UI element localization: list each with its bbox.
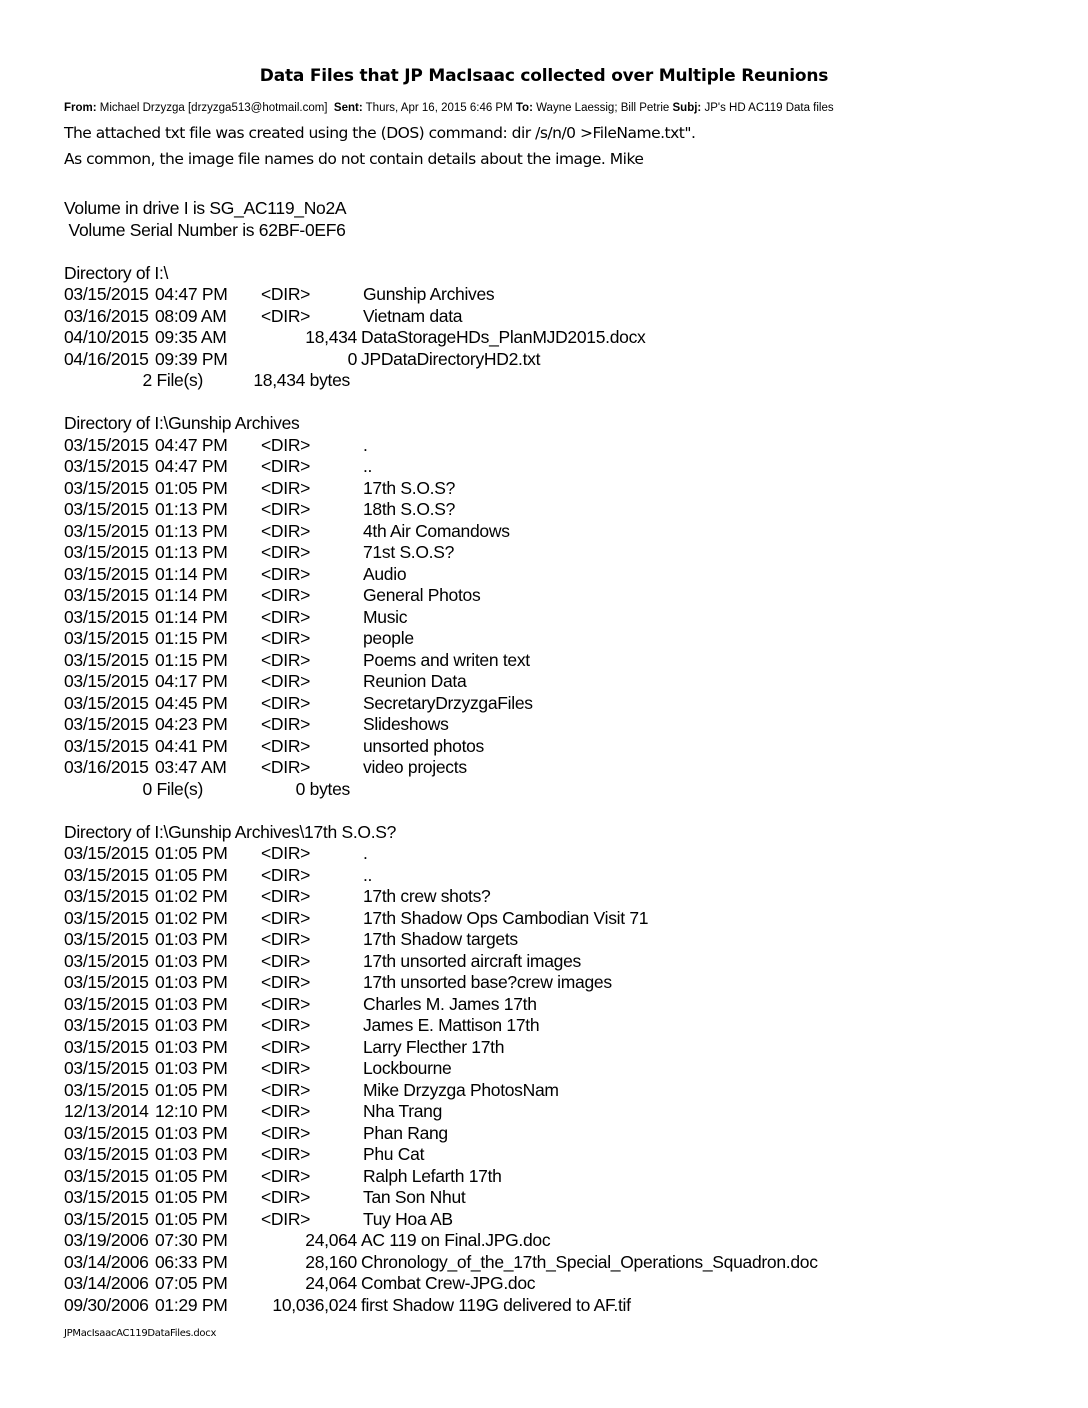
entry-date: 03/19/2006 — [64, 1230, 149, 1250]
entry-name: Charles M. James 17th — [363, 993, 537, 1014]
email-header — [64, 102, 1044, 114]
volume-line-1 — [64, 198, 396, 220]
entry-name: 17th unsorted base?crew images — [363, 972, 612, 992]
entry-date: 03/15/2015 — [64, 1144, 149, 1164]
blank-line — [64, 241, 396, 263]
volume-line-2 — [64, 220, 396, 242]
entry-date: 03/16/2015 — [64, 757, 149, 777]
directory-row — [64, 649, 530, 672]
entry-date: 03/15/2015 — [64, 886, 149, 906]
file-size: 28,160 — [305, 1251, 357, 1272]
directory-row — [64, 1079, 559, 1102]
entry-date: 03/15/2015 — [64, 1165, 149, 1186]
entry-time: 08:09 AM — [155, 305, 227, 326]
dir-tag: <DIR> — [261, 542, 311, 562]
intro-line-1: The attached txt file was created using the (DOS) command: dir /s/n/0 >FileName.txt". — [64, 124, 696, 142]
dir-tag: <DIR> — [261, 1208, 311, 1229]
entry-date: 03/15/2015 — [64, 692, 149, 713]
directory-row — [64, 585, 481, 607]
entry-date: 03/15/2015 — [64, 843, 149, 863]
dir-tag: <DIR> — [261, 929, 311, 949]
entry-name: .. — [363, 864, 373, 885]
to-value: Wayne Laessig; Bill Petrie — [536, 102, 670, 114]
subj-label: Subj: — [672, 102, 702, 114]
entry-date: 03/15/2015 — [64, 993, 149, 1014]
entry-name: JPDataDirectoryHD2.txt — [361, 348, 541, 369]
dir-tag: <DIR> — [261, 628, 311, 648]
entry-date: 03/15/2015 — [64, 1036, 149, 1057]
entry-time: 01:03 PM — [155, 972, 228, 992]
entry-time: 01:14 PM — [155, 606, 228, 627]
entry-time: 01:02 PM — [155, 907, 228, 928]
directory-row — [64, 865, 396, 887]
directory-row — [64, 305, 463, 328]
entry-time: 09:39 PM — [155, 348, 228, 369]
entry-date: 03/15/2015 — [64, 671, 149, 691]
entry-time: 04:47 PM — [155, 456, 228, 476]
directory-row — [64, 1058, 452, 1080]
entry-name: first Shadow 119G delivered to AF.tif — [361, 1294, 631, 1315]
directory-row — [64, 757, 467, 779]
entry-time: 12:10 PM — [155, 1101, 228, 1121]
entry-time: 01:02 PM — [155, 886, 228, 906]
dir-tag: <DIR> — [261, 1058, 311, 1078]
dir-tag: <DIR> — [261, 1036, 311, 1057]
entry-name: Gunship Archives — [363, 284, 495, 304]
directory-row — [64, 456, 396, 478]
blank-line — [64, 800, 396, 822]
directory-row — [64, 477, 456, 500]
entry-date: 03/15/2015 — [64, 499, 149, 519]
entry-time: 01:15 PM — [155, 628, 228, 648]
entry-date: 03/15/2015 — [64, 649, 149, 670]
dir-tag: <DIR> — [261, 1079, 311, 1100]
entry-date: 03/15/2015 — [64, 563, 149, 584]
entry-name: 17th Shadow targets — [363, 929, 518, 949]
entry-time: 01:03 PM — [155, 1144, 228, 1164]
directory-row — [64, 714, 449, 736]
directory-summary — [64, 779, 396, 801]
dir-tag: <DIR> — [261, 456, 311, 476]
dir-tag: <DIR> — [261, 520, 311, 541]
entry-name: Audio — [363, 563, 407, 584]
entry-date: 03/15/2015 — [64, 434, 149, 455]
entry-name: Phu Cat — [363, 1144, 425, 1164]
byte-total: 0 bytes — [295, 778, 350, 799]
entry-name: Larry Flecther 17th — [363, 1036, 505, 1057]
entry-name: . — [363, 843, 368, 863]
entry-time: 01:13 PM — [155, 499, 228, 519]
entry-time: 01:14 PM — [155, 563, 228, 584]
entry-date: 03/15/2015 — [64, 735, 149, 756]
entry-name: 17th Shadow Ops Cambodian Visit 71 — [363, 907, 649, 928]
entry-name: 17th crew shots? — [363, 886, 491, 906]
entry-time: 01:14 PM — [155, 585, 228, 605]
entry-name: Vietnam data — [363, 305, 463, 326]
file-size: 24,064 — [305, 1273, 357, 1293]
file-row — [64, 1294, 631, 1317]
entry-name: Lockbourne — [363, 1058, 452, 1078]
dir-tag: <DIR> — [261, 585, 311, 605]
dir-tag: <DIR> — [261, 950, 311, 971]
dir-tag: <DIR> — [261, 757, 311, 777]
entry-time: 01:05 PM — [155, 864, 228, 885]
entry-time: 03:47 AM — [155, 757, 227, 777]
entry-name: Reunion Data — [363, 671, 467, 691]
entry-date: 03/15/2015 — [64, 628, 149, 648]
entry-date: 03/15/2015 — [64, 585, 149, 605]
entry-time: 01:03 PM — [155, 950, 228, 971]
dir-tag: <DIR> — [261, 864, 311, 885]
file-size: 10,036,024 — [272, 1294, 357, 1315]
entry-time: 01:03 PM — [155, 1122, 228, 1143]
entry-time: 01:05 PM — [155, 843, 228, 863]
file-size: 18,434 — [305, 327, 357, 347]
entry-time: 01:13 PM — [155, 542, 228, 562]
entry-date: 03/16/2015 — [64, 305, 149, 326]
entry-name: video projects — [363, 757, 467, 777]
file-size: 24,064 — [305, 1230, 357, 1250]
entry-name: 17th unsorted aircraft images — [363, 950, 581, 971]
entry-date: 03/15/2015 — [64, 542, 149, 562]
dir-tag: <DIR> — [261, 972, 311, 992]
entry-date: 03/15/2015 — [64, 714, 149, 734]
directory-row — [64, 735, 485, 758]
entry-name: Slideshows — [363, 714, 449, 734]
file-row — [64, 348, 541, 371]
entry-name: Mike Drzyzga PhotosNam — [363, 1079, 559, 1100]
entry-date: 03/15/2015 — [64, 1015, 149, 1035]
entry-name: James E. Mattison 17th — [363, 1015, 540, 1035]
dir-tag: <DIR> — [261, 1187, 311, 1207]
entry-name: .. — [363, 456, 373, 476]
entry-time: 04:47 PM — [155, 434, 228, 455]
directory-row — [64, 993, 537, 1016]
footer-filename: JPMacIsaacAC119DataFiles.docx — [64, 1328, 217, 1339]
directory-row — [64, 1122, 448, 1145]
entry-name: 18th S.O.S? — [363, 499, 456, 519]
entry-date: 03/15/2015 — [64, 606, 149, 627]
directory-row — [64, 1208, 453, 1231]
entry-date: 03/15/2015 — [64, 1187, 149, 1207]
directory-row — [64, 499, 456, 521]
entry-name: 4th Air Comandows — [363, 520, 510, 541]
entry-name: Ralph Lefarth 17th — [363, 1165, 502, 1186]
directory-row — [64, 1187, 466, 1209]
from-value: Michael Drzyzga [drzyzga513@hotmail.com] — [99, 102, 328, 114]
dir-tag: <DIR> — [261, 671, 311, 691]
directory-header: Directory of I:\ — [64, 262, 169, 283]
entry-name: Poems and writen text — [363, 649, 530, 670]
entry-time: 01:05 PM — [155, 1208, 228, 1229]
sent-label: Sent: — [333, 102, 363, 114]
dir-tag: <DIR> — [261, 477, 311, 498]
directory-row — [64, 692, 533, 715]
entry-date: 03/15/2015 — [64, 1122, 149, 1143]
directory-row — [64, 671, 467, 693]
entry-name: unsorted photos — [363, 735, 485, 756]
entry-date: 03/15/2015 — [64, 456, 149, 476]
entry-time: 09:35 AM — [155, 327, 227, 347]
volume-label: Volume in drive I is SG_AC119_No2A — [64, 198, 347, 218]
volume-serial: Volume Serial Number is 62BF-0EF6 — [64, 219, 346, 240]
file-count: 2 File(s) — [142, 370, 203, 390]
entry-time: 04:41 PM — [155, 735, 228, 756]
document-title: Data Files that JP MacIsaac collected over Multiple Reunions — [259, 66, 829, 86]
file-count: 0 File(s) — [142, 778, 203, 799]
directory-row — [64, 1036, 505, 1059]
entry-time: 01:03 PM — [155, 929, 228, 949]
entry-time: 01:05 PM — [155, 477, 228, 498]
directory-row — [64, 520, 510, 543]
entry-name: Combat Crew-JPG.doc — [361, 1273, 536, 1293]
directory-row — [64, 972, 612, 994]
entry-time: 01:03 PM — [155, 1058, 228, 1078]
entry-date: 03/15/2015 — [64, 1058, 149, 1078]
entry-date: 03/15/2015 — [64, 284, 149, 304]
file-row — [64, 1273, 536, 1295]
entry-name: Nha Trang — [363, 1101, 443, 1121]
entry-time: 06:33 PM — [155, 1251, 228, 1272]
directory-header: Directory of I:\Gunship Archives — [64, 413, 300, 433]
file-row — [64, 1251, 818, 1274]
dir-tag: <DIR> — [261, 1015, 311, 1035]
entry-time: 01:15 PM — [155, 649, 228, 670]
entry-time: 01:05 PM — [155, 1187, 228, 1207]
dir-tag: <DIR> — [261, 993, 311, 1014]
entry-date: 03/15/2015 — [64, 1208, 149, 1229]
directory-row — [64, 907, 649, 930]
file-row — [64, 327, 646, 349]
dir-tag: <DIR> — [261, 606, 311, 627]
entry-time: 01:13 PM — [155, 520, 228, 541]
entry-date: 03/15/2015 — [64, 520, 149, 541]
entry-name: Chronology_of_the_17th_Special_Operations_Squadron.doc — [361, 1251, 818, 1272]
entry-time: 04:47 PM — [155, 284, 228, 304]
file-row — [64, 1230, 551, 1252]
dir-tag: <DIR> — [261, 735, 311, 756]
entry-name: people — [363, 628, 414, 648]
dir-tag: <DIR> — [261, 434, 311, 455]
entry-time: 07:30 PM — [155, 1230, 228, 1250]
sent-value: Thurs, Apr 16, 2015 6:46 PM — [365, 102, 513, 114]
entry-time: 04:23 PM — [155, 714, 228, 734]
entry-time: 01:03 PM — [155, 993, 228, 1014]
directory-row — [64, 1144, 425, 1166]
entry-date: 12/13/2014 — [64, 1101, 149, 1121]
from-label: From: — [64, 102, 97, 114]
directory-row — [64, 606, 408, 629]
dir-tag: <DIR> — [261, 886, 311, 906]
entry-time: 01:03 PM — [155, 1036, 228, 1057]
sections-container — [64, 262, 818, 1317]
to-label: To: — [515, 102, 533, 114]
directory-row — [64, 950, 581, 973]
entry-name: AC 119 on Final.JPG.doc — [361, 1230, 551, 1250]
directory-header: Directory of I:\Gunship Archives\17th S.O.S? — [64, 821, 397, 842]
entry-time: 01:03 PM — [155, 1015, 228, 1035]
entry-name: Music — [363, 606, 408, 627]
directory-row — [64, 284, 495, 306]
dir-tag: <DIR> — [261, 1144, 311, 1164]
entry-date: 03/15/2015 — [64, 972, 149, 992]
entry-date: 03/14/2006 — [64, 1273, 149, 1293]
directory-row — [64, 1015, 540, 1037]
entry-date: 09/30/2006 — [64, 1294, 149, 1315]
dir-tag: <DIR> — [261, 563, 311, 584]
entry-name: General Photos — [363, 585, 481, 605]
entry-name: Phan Rang — [363, 1122, 448, 1143]
dir-tag: <DIR> — [261, 1122, 311, 1143]
entry-date: 03/15/2015 — [64, 477, 149, 498]
entry-time: 04:45 PM — [155, 692, 228, 713]
intro-line-2: As common, the image file names do not contain details about the image. Mike — [64, 150, 644, 168]
dir-tag: <DIR> — [261, 305, 311, 326]
directory-row — [64, 628, 414, 650]
entry-date: 04/16/2015 — [64, 348, 149, 369]
entry-name: . — [363, 434, 368, 455]
directory-row — [64, 886, 491, 908]
directory-row — [64, 542, 455, 564]
byte-total: 18,434 bytes — [253, 370, 350, 390]
dir-tag: <DIR> — [261, 1165, 311, 1186]
blank-line — [64, 392, 396, 414]
dir-tag: <DIR> — [261, 714, 311, 734]
directory-row — [64, 929, 518, 951]
entry-date: 03/15/2015 — [64, 1079, 149, 1100]
dir-tag: <DIR> — [261, 499, 311, 519]
directory-row — [64, 435, 396, 457]
dir-tag: <DIR> — [261, 843, 311, 863]
subj-value: JP's HD AC119 Data files — [704, 102, 834, 114]
entry-name: 71st S.O.S? — [363, 542, 455, 562]
entry-time: 04:17 PM — [155, 671, 228, 691]
directory-summary — [64, 370, 396, 392]
directory-row — [64, 563, 407, 586]
entry-date: 03/15/2015 — [64, 929, 149, 949]
entry-date: 03/15/2015 — [64, 864, 149, 885]
entry-time: 01:05 PM — [155, 1165, 228, 1186]
entry-name: 17th S.O.S? — [363, 477, 456, 498]
entry-date: 03/15/2015 — [64, 907, 149, 928]
entry-name: Tan Son Nhut — [363, 1187, 466, 1207]
entry-time: 01:29 PM — [155, 1294, 228, 1315]
directory-row — [64, 1165, 502, 1188]
dir-tag: <DIR> — [261, 284, 311, 304]
entry-name: Tuy Hoa AB — [363, 1208, 453, 1229]
entry-date: 03/14/2006 — [64, 1251, 149, 1272]
dir-tag: <DIR> — [261, 649, 311, 670]
entry-date: 04/10/2015 — [64, 327, 149, 347]
directory-listing — [64, 198, 818, 1316]
directory-row — [64, 1101, 443, 1123]
file-size: 0 — [347, 348, 357, 369]
directory-row — [64, 843, 396, 865]
dir-tag: <DIR> — [261, 692, 311, 713]
entry-time: 01:05 PM — [155, 1079, 228, 1100]
dir-tag: <DIR> — [261, 907, 311, 928]
entry-name: SecretaryDrzyzgaFiles — [363, 692, 533, 713]
dir-tag: <DIR> — [261, 1101, 311, 1121]
entry-time: 07:05 PM — [155, 1273, 228, 1293]
entry-date: 03/15/2015 — [64, 950, 149, 971]
entry-name: DataStorageHDs_PlanMJD2015.docx — [361, 327, 646, 347]
